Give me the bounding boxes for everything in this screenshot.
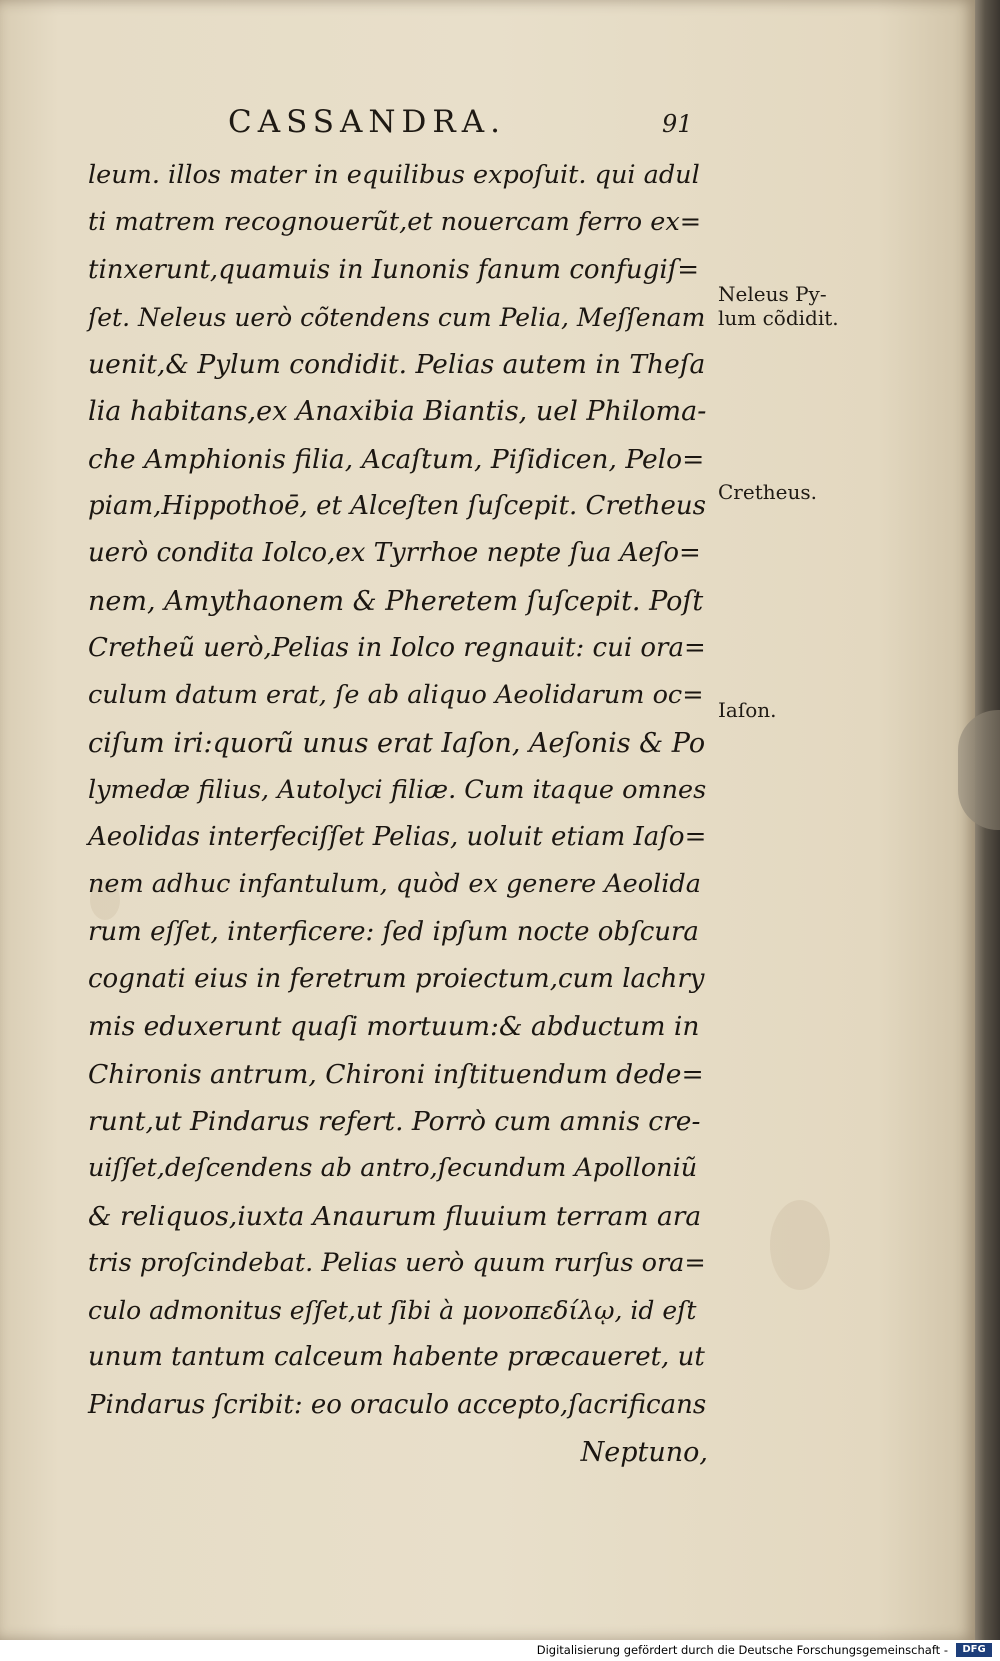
paper-stain <box>770 1200 830 1290</box>
text-line: Cretheũ uerò,Pelias in Iolco regnauit: cui ora= <box>88 632 706 663</box>
text-line: rum eſſet, interficere: ſed ipſum nocte obſcura <box>88 916 699 947</box>
text-line: Pindarus ſcribit: eo oraculo accepto,ſacrificans <box>88 1389 707 1420</box>
text-line: mis eduxerunt quaſi mortuum:& abductum in <box>88 1011 700 1043</box>
text-line: ſet. Neleus uerò cõtendens cum Pelia, Meſſenam <box>88 302 706 332</box>
marginal-note-neleus <box>718 282 839 330</box>
text-line: culo admonitus eſſet,ut ſibi à μονοπεδίλῳ, id eſt <box>88 1296 697 1326</box>
text-line: leum. illos mater in equilibus expoſuit. qui adul <box>88 160 700 190</box>
running-head: CASSANDRA. <box>228 104 506 140</box>
text-line: tinxerunt,quamuis in Iunonis fanum confugiſ= <box>88 254 700 285</box>
marginal-note-iason <box>718 698 777 722</box>
text-line: lymedæ filius, Autolyci filiæ. Cum itaque omnes <box>88 774 707 805</box>
dfg-logo: DFG <box>956 1643 992 1657</box>
text-line: uenit,& Pylum condidit. Pelias autem in Theſa <box>88 349 706 381</box>
text-line: unum tantum calceum habente præcaueret, ut <box>88 1342 705 1373</box>
text-line: lia habitans,ex Anaxibia Biantis, uel Philoma- <box>88 396 707 428</box>
text-line: cognati eius in feretrum proiectum,cum lachry <box>88 964 705 995</box>
text-line: Chironis antrum, Chironi inſtituendum dede= <box>88 1058 704 1090</box>
text-line: ciſum iri:quorũ unus erat Iaſon, Aeſonis & Po <box>88 727 706 759</box>
text-line: che Amphionis filia, Acaſtum, Piſidicen, Pelo= <box>88 443 705 475</box>
marginal-note-line: lum cõdidit. <box>718 306 839 330</box>
footer-credit: Digitalisierung gefördert durch die Deutsche Forschungsgemeinschaft - <box>536 1643 948 1657</box>
marginal-note-line: Neleus Py- <box>718 282 827 306</box>
text-line: tris proſcindebat. Pelias uerò quum rurſus ora= <box>88 1247 706 1278</box>
text-line: ti matrem recognouerũt,et nouercam ferro ex= <box>88 207 702 238</box>
text-line: piam,Hippothoē, et Alceſten ſuſcepit. Cretheus <box>88 491 706 522</box>
text-line: & reliquos,iuxta Anaurum fluuium terram ara <box>88 1200 702 1232</box>
text-line: nem adhuc infantulum, quòd ex genere Aeolida <box>88 869 701 900</box>
text-line: runt,ut Pindarus refert. Porrò cum amnis cre- <box>88 1105 701 1137</box>
marginal-note-line: Iaſon. <box>718 698 777 722</box>
text-line: uerò condita Iolco,ex Tyrrhoe nepte ſua Aeſo= <box>88 538 701 569</box>
text-line: Aeolidas interfeciſſet Pelias, uoluit etiam Iaſo= <box>88 822 707 853</box>
marginal-note-line: Cretheus. <box>718 480 817 504</box>
page-number: 91 <box>662 110 693 138</box>
body-text <box>88 152 708 1476</box>
page-edge-tab <box>958 710 1000 830</box>
marginal-note-cretheus <box>718 480 817 504</box>
text-line: nem, Amythaonem & Pheretem ſuſcepit. Poſt <box>88 585 704 617</box>
catchword: Neptuno, <box>580 1437 708 1469</box>
text-line: culum datum erat, ſe ab aliquo Aeolidarum oc= <box>88 680 704 711</box>
text-line: uiſſet,deſcendens ab antro,ſecundum Apolloniũ <box>88 1153 698 1184</box>
